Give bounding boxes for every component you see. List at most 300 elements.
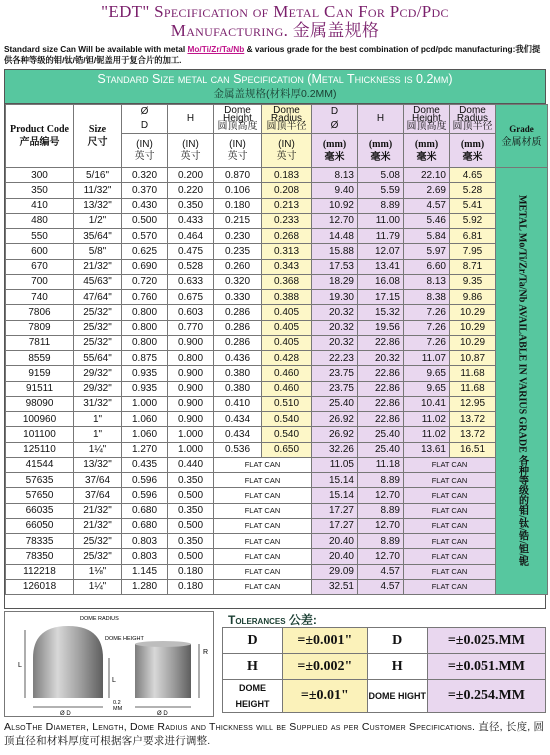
tolerances-title: Tolerances 公差: [228,613,317,627]
cell-dome-height-mm: 2.69 [404,183,450,198]
cell-h-mm: 12.70 [358,518,404,533]
cell-d-in: 0.625 [122,244,168,259]
cell-d-in: 0.570 [122,229,168,244]
cell-code: 8559 [6,351,74,366]
spec-table-panel [4,69,546,609]
cell-dome-height-mm: 5.84 [404,229,450,244]
cell-d-in: 0.500 [122,213,168,228]
unit-dome-radius-mm: (mm) 毫米 [450,134,496,168]
unit-dome-height-in: (IN) 英寸 [214,134,262,168]
cell-d-in: 1.270 [122,442,168,457]
cell-d-in: 1.280 [122,579,168,594]
table-row [6,381,548,396]
r-label: R [203,649,209,656]
cell-d-mm: 20.32 [312,335,358,350]
cell-d-mm: 17.27 [312,503,358,518]
cell-d-in: 0.435 [122,457,168,472]
cell-d-mm: 23.75 [312,366,358,381]
table-row [6,549,548,564]
tolerance-label-mm: H [367,654,427,680]
cell-h-in: 0.350 [168,198,214,213]
cell-code: 91511 [6,381,74,396]
cell-h-mm: 22.86 [358,412,404,427]
cell-d-in: 0.596 [122,488,168,503]
tolerance-label-mm: DOME HIGHT [367,680,427,713]
cell-dome-height-mm: 7.26 [404,335,450,350]
cell-h-mm: 12.70 [358,488,404,503]
cell-d-in: 0.935 [122,366,168,381]
spec-banner [5,70,545,104]
cell-size: 29/32" [74,381,122,396]
cell-dome-height-in: 0.286 [214,335,262,350]
cell-dome-radius-mm: 11.68 [450,381,496,396]
cell-d-mm: 20.40 [312,534,358,549]
cell-h-mm: 5.59 [358,183,404,198]
cell-d-mm: 20.40 [312,549,358,564]
cell-code: 57635 [6,473,74,488]
cell-dome-height-mm: 11.02 [404,427,450,442]
cell-dome-height-in: 0.410 [214,396,262,411]
cell-size: 11/32" [74,183,122,198]
cell-size: 37/64 [74,488,122,503]
cell-h-in: 1.000 [168,442,214,457]
cell-dome-radius-in: 0.343 [262,259,312,274]
cell-h-in: 0.500 [168,488,214,503]
cell-dome-radius-in: 0.405 [262,320,312,335]
cell-dome-radius-mm: 6.81 [450,229,496,244]
cell-dome-height-in: 0.320 [214,274,262,289]
cell-d-mm: 32.26 [312,442,358,457]
cell-flat-can-mm: FLAT CAN [404,503,496,518]
table-row [6,366,548,381]
dome-can-shape [33,626,103,698]
cell-size: 25/32" [74,320,122,335]
cell-d-mm: 19.30 [312,290,358,305]
cell-flat-can-in: FLAT CAN [214,457,312,472]
header-size-en: Size [88,124,107,135]
tolerance-label-mm: D [367,628,427,654]
cell-code: 480 [6,213,74,228]
cell-dome-radius-mm: 12.95 [450,396,496,411]
cell-dome-radius-in: 0.540 [262,427,312,442]
grade-side-label: METAL Mo/Ti/Zr/Ta/Nb AVAILABLE IN VARIUS GRADE 各种等级的钼/钛/锆/钽/铌 [516,195,528,567]
table-row [6,320,548,335]
cell-h-mm: 12.70 [358,549,404,564]
od-label-dome: Ø D [60,711,71,716]
cell-dome-radius-in: 0.388 [262,290,312,305]
cell-dome-radius-mm: 9.86 [450,290,496,305]
cell-h-mm: 22.86 [358,396,404,411]
cell-dome-radius-in: 0.183 [262,168,312,183]
cell-code: 350 [6,183,74,198]
cell-code: 78335 [6,534,74,549]
cell-dome-radius-mm: 10.29 [450,335,496,350]
tolerance-value-mm: =±0.254.MM [427,680,545,713]
banner-cn: 金属盖规格(材料厚0.2MM) [213,88,337,100]
title-line-2: Manufacturing. 金属盖规格 [170,21,380,40]
cell-size: 29/32" [74,366,122,381]
dome-height-label: DOME HEIGHT [105,636,144,642]
cell-d-in: 0.680 [122,518,168,533]
cell-d-mm: 23.75 [312,381,358,396]
header-d-in: Ø D [122,105,168,134]
tolerance-value-in: =±0.01" [283,680,368,713]
cell-d-mm: 18.29 [312,274,358,289]
cell-code: 670 [6,259,74,274]
table-row [6,579,548,594]
cell-d-in: 1.060 [122,427,168,442]
cell-size: 5/16" [74,168,122,183]
cell-h-mm: 25.40 [358,427,404,442]
cell-h-in: 0.800 [168,351,214,366]
header-dome-radius-mm: Dome Radius 圆顶半径 [450,105,496,134]
cell-dome-radius-in: 0.313 [262,244,312,259]
cell-code: 66035 [6,503,74,518]
cell-d-mm: 32.51 [312,579,358,594]
table-row [6,290,548,305]
cell-flat-can-mm: FLAT CAN [404,534,496,549]
cell-h-in: 0.220 [168,183,214,198]
cell-h-mm: 8.89 [358,503,404,518]
header-code-cn: 产品编号 [19,137,60,148]
cell-flat-can-in: FLAT CAN [214,503,312,518]
cell-h-in: 0.603 [168,305,214,320]
cell-h-mm: 25.40 [358,442,404,457]
header-h-in: H [168,105,214,134]
cell-d-mm: 8.13 [312,168,358,183]
cell-code: 78350 [6,549,74,564]
cell-size: 1¼" [74,579,122,594]
cell-d-mm: 26.92 [312,427,358,442]
cell-h-mm: 4.57 [358,564,404,579]
cell-d-in: 1.145 [122,564,168,579]
cell-dome-height-mm: 4.57 [404,198,450,213]
can-diagram [4,611,214,717]
cell-d-mm: 20.32 [312,305,358,320]
cell-size: 21/32" [74,503,122,518]
cell-h-mm: 11.79 [358,229,404,244]
cell-dome-height-mm: 8.13 [404,274,450,289]
cell-code: 700 [6,274,74,289]
cell-dome-height-mm: 7.26 [404,320,450,335]
cell-code: 740 [6,290,74,305]
cell-h-mm: 16.08 [358,274,404,289]
cell-flat-can-in: FLAT CAN [214,534,312,549]
cell-flat-can-mm: FLAT CAN [404,518,496,533]
cell-dome-height-in: 0.380 [214,381,262,396]
cell-h-mm: 5.08 [358,168,404,183]
footer-note: AlsoThe Diameter, Length, Dome Radius and Thickness will be Supplied as per Customer Specifications. 直径, 长度, 圆顶直径和材料厚度可根据客户要求进行调整. [4,721,545,747]
table-row [6,335,548,350]
cell-d-in: 0.596 [122,473,168,488]
cell-h-in: 0.633 [168,274,214,289]
header-product-code [6,105,74,168]
cell-d-mm: 29.09 [312,564,358,579]
cell-dome-height-mm: 11.02 [404,412,450,427]
cell-size: 1" [74,427,122,442]
cell-dome-height-mm: 9.65 [404,366,450,381]
cell-size: 1¼" [74,442,122,457]
banner-en: Standard Size metal can Specification (Metal Thickness is 0.2mm) [97,72,453,86]
table-row [6,442,548,457]
cell-d-in: 1.060 [122,412,168,427]
unit-dome-height-mm: (mm) 毫米 [404,134,450,168]
cell-dome-radius-mm: 8.71 [450,259,496,274]
cell-h-in: 0.180 [168,579,214,594]
cell-size: 37/64 [74,473,122,488]
cell-dome-height-mm: 9.65 [404,381,450,396]
length-label-dome: L [18,662,22,669]
unit-d-mm: (mm) 毫米 [312,134,358,168]
header-d-mm: D Ø [312,105,358,134]
header-size [74,105,122,168]
unit-h-mm: (mm) 毫米 [358,134,404,168]
cell-dome-height-in: 0.180 [214,198,262,213]
table-row [6,534,548,549]
thickness-unit: MM [113,706,123,712]
cell-dome-radius-mm: 13.72 [450,427,496,442]
page-title [0,2,550,40]
cell-dome-radius-in: 0.460 [262,381,312,396]
cell-code: 98090 [6,396,74,411]
cell-size: 25/32" [74,335,122,350]
cell-code: 550 [6,229,74,244]
cell-dome-height-in: 0.870 [214,168,262,183]
cell-d-mm: 17.27 [312,518,358,533]
header-dome-radius-in: Dome Radius 圆顶半径 [262,105,312,134]
cell-d-mm: 15.14 [312,473,358,488]
cell-dome-radius-mm: 10.29 [450,305,496,320]
cell-code: 410 [6,198,74,213]
cell-flat-can-in: FLAT CAN [214,488,312,503]
cell-d-mm: 14.48 [312,229,358,244]
cell-h-in: 0.350 [168,473,214,488]
header-dome-height-mm: Dome Height 圆顶高度 [404,105,450,134]
table-row [6,305,548,320]
cell-h-mm: 11.18 [358,457,404,472]
header-size-cn: 尺寸 [87,137,108,148]
cell-d-in: 0.800 [122,305,168,320]
cell-dome-height-in: 0.235 [214,244,262,259]
intro-pre: Standard size Can Will be available with metal [4,44,188,54]
title-line-1: "EDT" Specification of Metal Can For Pcd/Pdc [101,2,449,21]
dome-radius-label: DOME RADIUS [80,616,119,622]
cell-flat-can-in: FLAT CAN [214,518,312,533]
cell-d-in: 0.320 [122,168,168,183]
cell-h-mm: 15.32 [358,305,404,320]
cell-h-in: 0.500 [168,549,214,564]
cell-h-mm: 17.15 [358,290,404,305]
cell-code: 112218 [6,564,74,579]
od-label-flat: Ø D [157,711,168,716]
cell-dome-radius-in: 0.268 [262,229,312,244]
cell-d-mm: 15.14 [312,488,358,503]
cell-dome-radius-mm: 11.68 [450,366,496,381]
cell-dome-height-mm: 8.38 [404,290,450,305]
cell-size: 31/32" [74,396,122,411]
cell-d-in: 0.803 [122,549,168,564]
cell-size: 45/63" [74,274,122,289]
cell-h-in: 0.350 [168,534,214,549]
table-row [6,213,548,228]
header-grade: Grade 金属材质 [496,105,548,168]
cell-dome-radius-in: 0.650 [262,442,312,457]
table-row [6,564,548,579]
cell-dome-height-in: 0.536 [214,442,262,457]
cell-dome-height-mm: 5.97 [404,244,450,259]
length-label-flat: L [112,677,116,684]
tolerance-value-mm: =±0.025.MM [427,628,545,654]
cell-dome-radius-in: 0.510 [262,396,312,411]
table-row [6,244,548,259]
cell-h-mm: 8.89 [358,473,404,488]
table-row [6,351,548,366]
flat-can-shape [135,644,191,698]
cell-dome-radius-in: 0.540 [262,412,312,427]
cell-dome-height-mm: 11.07 [404,351,450,366]
cell-flat-can-mm: FLAT CAN [404,457,496,472]
cell-dome-height-mm: 13.61 [404,442,450,457]
table-row [6,473,548,488]
cell-dome-radius-mm: 5.28 [450,183,496,198]
cell-h-mm: 19.56 [358,320,404,335]
cell-h-in: 0.464 [168,229,214,244]
table-row [6,183,548,198]
cell-d-in: 0.800 [122,320,168,335]
cell-h-mm: 8.89 [358,198,404,213]
cell-size: 55/64" [74,351,122,366]
cell-size: 25/32" [74,305,122,320]
thickness-value: 0.2 [113,700,121,706]
cell-size: 1" [74,412,122,427]
cell-code: 125110 [6,442,74,457]
header-h-mm: H [358,105,404,134]
cell-h-in: 0.900 [168,396,214,411]
cell-size: 1⅛" [74,564,122,579]
cell-flat-can-in: FLAT CAN [214,473,312,488]
tolerance-label-in: DOME HEIGHT [223,680,283,713]
cell-dome-radius-mm: 5.92 [450,213,496,228]
cell-d-mm: 26.92 [312,412,358,427]
table-row [6,503,548,518]
intro-metals: Mo/Ti/Zr/Ta/Nb [187,44,245,54]
header-dome-height-in: Dome Height 圆顶高度 [214,105,262,134]
tolerance-label-in: D [223,628,283,654]
table-row [6,229,548,244]
table-row [6,396,548,411]
cell-d-in: 0.680 [122,503,168,518]
can-diagram-svg [5,612,213,716]
cell-code: 66050 [6,518,74,533]
cell-dome-height-in: 0.230 [214,229,262,244]
cell-h-in: 0.528 [168,259,214,274]
cell-d-mm: 20.32 [312,320,358,335]
tolerances-table [222,627,546,713]
cell-h-mm: 22.86 [358,381,404,396]
cell-h-mm: 13.41 [358,259,404,274]
cell-dome-height-in: 0.434 [214,412,262,427]
cell-dome-radius-in: 0.368 [262,274,312,289]
cell-d-in: 0.760 [122,290,168,305]
cell-size: 13/32" [74,198,122,213]
table-row [6,259,548,274]
intro-post: & various grade for the best combination of pcd/pdc manufacturing:我们提供各种等级的钼/钛/锆/钽/铌盖用于复合片的加工. [4,44,541,65]
cell-h-in: 0.900 [168,335,214,350]
intro-text [4,44,546,66]
cell-code: 101100 [6,427,74,442]
cell-d-mm: 15.88 [312,244,358,259]
cell-flat-can-mm: FLAT CAN [404,579,496,594]
cell-h-mm: 12.07 [358,244,404,259]
cell-d-mm: 22.23 [312,351,358,366]
cell-h-in: 0.200 [168,168,214,183]
cell-dome-radius-mm: 10.87 [450,351,496,366]
cell-dome-height-mm: 7.26 [404,305,450,320]
cell-d-mm: 17.53 [312,259,358,274]
cell-dome-height-in: 0.215 [214,213,262,228]
cell-flat-can-in: FLAT CAN [214,549,312,564]
cell-dome-radius-mm: 7.95 [450,244,496,259]
tolerance-value-mm: =±0.051.MM [427,654,545,680]
cell-d-in: 0.935 [122,381,168,396]
cell-code: 7809 [6,320,74,335]
cell-h-in: 0.770 [168,320,214,335]
cell-dome-radius-in: 0.428 [262,351,312,366]
header-code-en: Product Code [10,124,69,135]
cell-d-in: 1.000 [122,396,168,411]
cell-d-mm: 10.92 [312,198,358,213]
cell-size: 21/32" [74,259,122,274]
cell-h-in: 0.500 [168,518,214,533]
cell-h-in: 0.350 [168,503,214,518]
cell-dome-height-in: 0.106 [214,183,262,198]
cell-dome-height-in: 0.286 [214,305,262,320]
cell-code: 126018 [6,579,74,594]
tolerance-label-in: H [223,654,283,680]
cell-dome-height-mm: 5.46 [404,213,450,228]
cell-dome-height-in: 0.434 [214,427,262,442]
cell-h-in: 1.000 [168,427,214,442]
cell-h-in: 0.900 [168,366,214,381]
tolerance-value-in: =±0.001" [283,628,368,654]
cell-dome-height-in: 0.260 [214,259,262,274]
cell-code: 9159 [6,366,74,381]
cell-d-mm: 25.40 [312,396,358,411]
cell-size: 1/2" [74,213,122,228]
tolerance-row [223,628,546,654]
cell-dome-radius-mm: 5.41 [450,198,496,213]
cell-h-in: 0.440 [168,457,214,472]
cell-dome-height-in: 0.286 [214,320,262,335]
cell-dome-height-in: 0.436 [214,351,262,366]
cell-dome-height-in: 0.380 [214,366,262,381]
tolerance-row [223,654,546,680]
unit-d-in: (IN) 英寸 [122,134,168,168]
cell-dome-radius-mm: 13.72 [450,412,496,427]
cell-dome-radius-in: 0.460 [262,366,312,381]
cell-d-in: 0.875 [122,351,168,366]
cell-size: 25/32" [74,534,122,549]
cell-dome-radius-mm: 16.51 [450,442,496,457]
cell-size: 47/64" [74,290,122,305]
table-row [6,274,548,289]
cell-size: 21/32" [74,518,122,533]
unit-dome-radius-in: (IN) 英寸 [262,134,312,168]
cell-size: 25/32" [74,549,122,564]
cell-h-in: 0.675 [168,290,214,305]
cell-dome-radius-in: 0.208 [262,183,312,198]
cell-dome-radius-in: 0.233 [262,213,312,228]
